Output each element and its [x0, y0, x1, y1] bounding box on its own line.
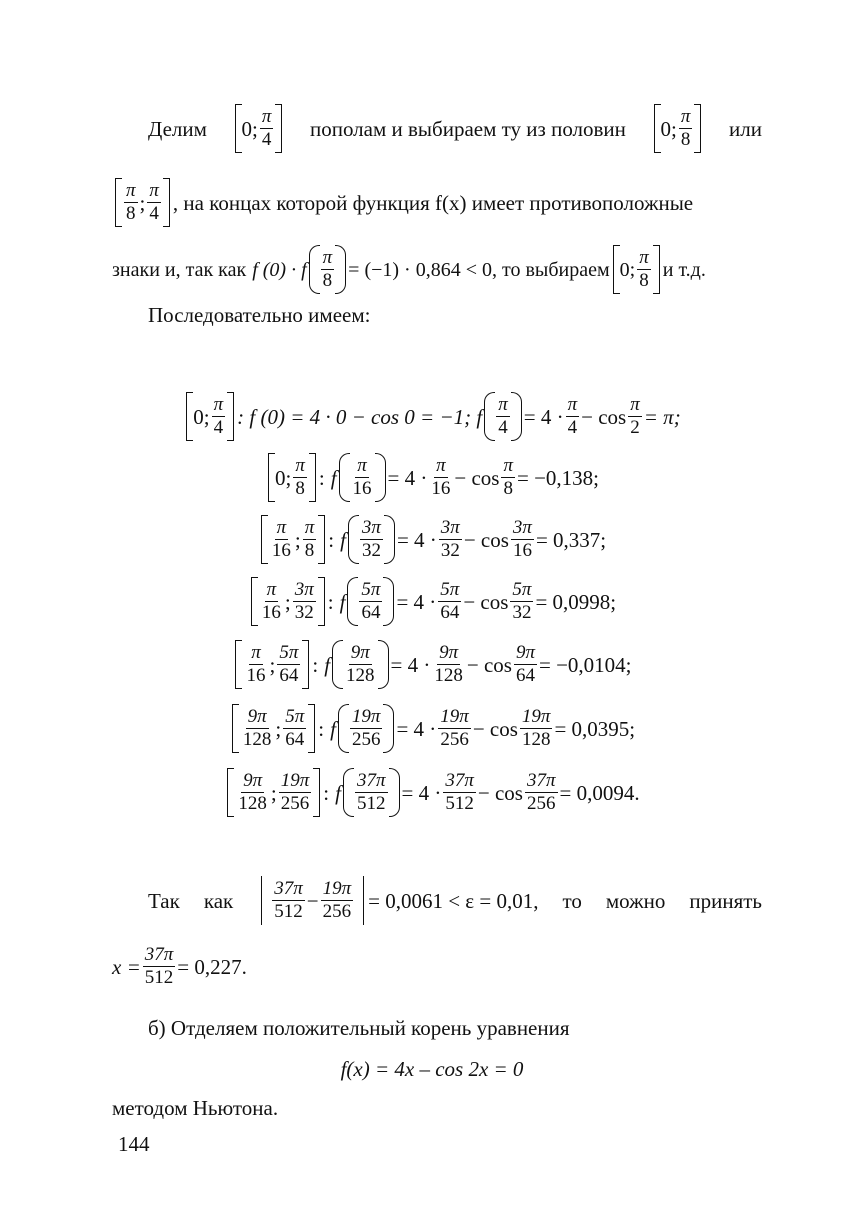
paragraph-newton: методом Ньютона. — [112, 1096, 279, 1120]
math-row-2: 0; $\frac{\pi}{8}$ : f $\frac{\pi}{16}$ = 4 · $\frac{\pi}{16}$ − cos $\frac{\pi}{8}$ = −0,138; — [0, 453, 864, 502]
math-row-5: $\frac{\pi}{16}$ ; $\frac{5\pi}{64}$ : f $\frac{9\pi}{128}$ = 4 · $\frac{9\pi}{128}$ − cos $\frac{9\pi}{64}$ = −0,0104; — [0, 640, 864, 689]
math-row-6: $\frac{9\pi}{128}$ ; $\frac{5\pi}{64}$ : f $\frac{19\pi}{256}$ = 4 · $\frac{19\pi}{256}$ − cos $\frac{19\pi}{128}$ = 0,0395; — [0, 704, 864, 753]
paragraph-sign-check: знаки и, так как f (0) · f $\frac{\pi}{8}$ = (−1) · 0,864 < 0, то выбираем 0; $\frac{\pi}{8}$ и т.д. — [112, 245, 762, 294]
paragraph-part-b: б) Отделяем положительный корень уравнения — [148, 1016, 570, 1040]
word-delim: Делим — [148, 116, 207, 141]
math-row-3: $\frac{\pi}{16}$ ; $\frac{\pi}{8}$ : f $\frac{3\pi}{32}$ = 4 · $\frac{3\pi}{32}$ − cos $\frac{3\pi}{16}$ = 0,337; — [0, 515, 864, 564]
equation-fx: f(x) = 4x – cos 2x = 0 — [340, 1057, 524, 1081]
text-opposite-signs: , на концах которой функция f(x) имеет противоположные — [172, 190, 694, 215]
word-or: или — [728, 116, 762, 141]
interval-0-pi8: 0; $\frac{\pi}{8}$ — [654, 104, 702, 153]
page-number: 144 — [118, 1132, 150, 1156]
text-halving: пополам и выбираем ту из половин — [309, 116, 626, 141]
argument-pi8: $\frac{\pi}{8}$ — [309, 245, 347, 294]
interval-pi8-pi4: $\frac{\pi}{8}$ ; $\frac{\pi}{4}$ — [115, 178, 170, 227]
interval-0-pi4: 0; $\frac{\pi}{4}$ — [235, 104, 283, 153]
paragraph-sequentially: Последовательно имеем: — [148, 303, 371, 327]
interval-0-pi8: 0; $\frac{\pi}{8}$ — [613, 245, 660, 294]
paragraph-interval-second-half — [112, 178, 762, 227]
absolute-value: $\frac{37\pi}{512}$ − $\frac{19\pi}{256}$ — [261, 876, 364, 925]
math-row-7: $\frac{9\pi}{128}$ ; $\frac{19\pi}{256}$ : f $\frac{37\pi}{512}$ = 4 · $\frac{37\pi}{512}$ − cos $\frac{37\pi}{256}$ = 0,0094. — [0, 768, 864, 817]
paragraph-root-value: x = $\frac{37\pi}{512}$ = 0,227. — [112, 944, 247, 988]
math-row-4: $\frac{\pi}{16}$ ; $\frac{3\pi}{32}$ : f $\frac{5\pi}{64}$ = 4 · $\frac{5\pi}{64}$ − cos $\frac{5\pi}{32}$ = 0,0998; — [0, 577, 864, 626]
fraction: $\frac{\pi}{4}$ — [261, 106, 272, 150]
paragraph-bisection-intro — [148, 104, 762, 153]
paragraph-accuracy-check: Так как $\frac{37\pi}{512}$ − $\frac{19\pi}{256}$ = 0,0061 < ε = 0,01, то можно принять — [148, 876, 762, 925]
math-row-1: 0; $\frac{\pi}{4}$ : f (0) = 4 · 0 − cos 0 = −1; f $\frac{\pi}{4}$ = 4 · $\frac{\pi}{4}$ − cos $\frac{\pi}{2}$ = π; — [0, 392, 864, 441]
fraction: $\frac{\pi}{8}$ — [680, 106, 691, 150]
